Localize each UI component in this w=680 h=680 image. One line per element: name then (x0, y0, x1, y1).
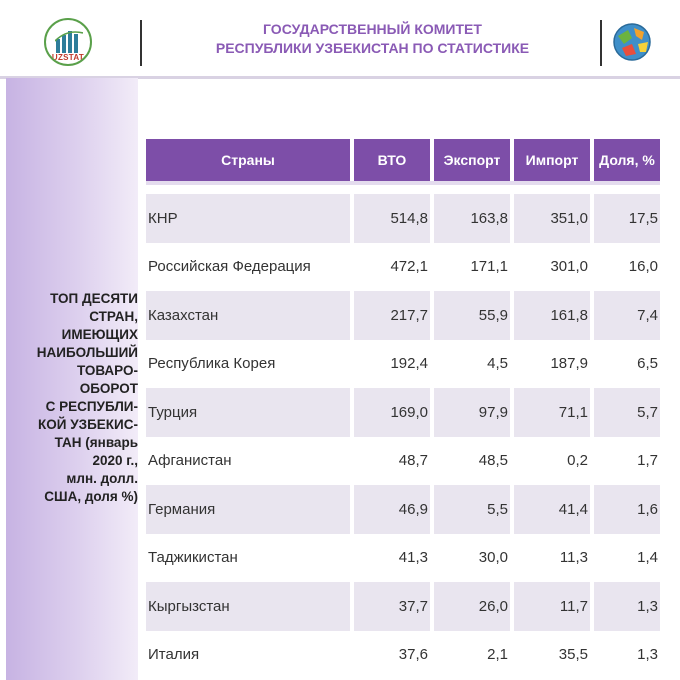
table-row (146, 388, 660, 437)
value-cell: 2,1 (487, 646, 508, 664)
caption-line: С РЕСПУБЛИ- (45, 399, 138, 414)
table-row (146, 631, 660, 680)
value-cell: 26,0 (434, 582, 510, 631)
value-cell: 0,2 (567, 452, 588, 470)
sidebar-caption (22, 290, 138, 506)
table-row (146, 243, 660, 292)
caption-line: КОЙ УЗБЕКИС- (38, 417, 138, 432)
header-divider-left (140, 20, 142, 66)
header-export: Экспорт (434, 139, 510, 181)
value-cell: 217,7 (354, 291, 430, 340)
value-cell: 472,1 (390, 258, 428, 276)
country-cell: Российская Федерация (148, 258, 311, 276)
value-cell: 16,0 (628, 258, 658, 276)
table-row (146, 485, 660, 534)
country-cell: Турция (146, 388, 350, 437)
value-cell: 187,9 (550, 355, 588, 373)
value-cell: 163,8 (434, 194, 510, 243)
value-cell: 41,4 (514, 485, 590, 534)
country-cell: Таджикистан (148, 549, 238, 567)
caption-line: ТАН (январь (54, 435, 138, 450)
value-cell: 55,9 (434, 291, 510, 340)
table-row (146, 340, 660, 389)
value-cell: 171,1 (470, 258, 508, 276)
value-cell: 11,7 (514, 582, 590, 631)
country-cell: Республика Корея (148, 355, 276, 373)
table-row (146, 582, 660, 631)
value-cell: 301,0 (550, 258, 588, 276)
value-cell: 1,7 (637, 452, 658, 470)
caption-line: млн. долл. (66, 471, 138, 486)
caption-line: ТОВАРО- (76, 363, 138, 378)
country-cell: КНР (146, 194, 350, 243)
value-cell: 11,3 (559, 549, 588, 567)
header-divider-right (600, 20, 602, 66)
caption-line: НАИБОЛЬШИЙ (36, 345, 138, 360)
value-cell: 4,5 (487, 355, 508, 373)
value-cell: 6,5 (637, 355, 658, 373)
value-cell: 1,4 (637, 549, 658, 567)
value-cell: 1,3 (637, 646, 658, 664)
header-vto: ВТО (354, 139, 430, 181)
value-cell: 46,9 (354, 485, 430, 534)
caption-line: СТРАН, (89, 309, 138, 324)
value-cell: 35,5 (558, 646, 588, 664)
table-row (146, 437, 660, 486)
value-cell: 17,5 (594, 194, 660, 243)
value-cell: 30,0 (478, 549, 508, 567)
uzstat-logo (44, 18, 92, 66)
country-cell: Италия (148, 646, 200, 664)
value-cell: 161,8 (514, 291, 590, 340)
value-cell: 97,9 (434, 388, 510, 437)
value-cell: 7,4 (594, 291, 660, 340)
value-cell: 37,7 (354, 582, 430, 631)
caption-line: США, доля %) (44, 489, 138, 504)
value-cell: 514,8 (354, 194, 430, 243)
value-cell: 351,0 (514, 194, 590, 243)
country-cell: Германия (146, 485, 350, 534)
country-cell: Казахстан (146, 291, 350, 340)
header-countries: Страны (146, 139, 350, 181)
value-cell: 48,5 (478, 452, 508, 470)
header-import: Импорт (514, 139, 590, 181)
value-cell: 48,7 (398, 452, 428, 470)
value-cell: 5,5 (434, 485, 510, 534)
header-share: Доля, % (594, 139, 660, 181)
country-cell: Кыргызстан (146, 582, 350, 631)
caption-line: ИМЕЮЩИХ (61, 327, 138, 342)
value-cell: 192,4 (390, 355, 428, 373)
value-cell: 1,3 (594, 582, 660, 631)
title-line-1: ГОСУДАРСТВЕННЫЙ КОМИТЕТ (263, 21, 482, 37)
page-header (0, 0, 680, 78)
logo-text: UZSTAT (51, 53, 85, 62)
caption-line: 2020 г., (92, 453, 138, 468)
table-row (146, 291, 660, 340)
table-row (146, 194, 660, 243)
value-cell: 71,1 (514, 388, 590, 437)
globe-icon (612, 22, 652, 62)
page-title (150, 20, 595, 58)
title-line-2: РЕСПУБЛИКИ УЗБЕКИСТАН ПО СТАТИСТИКЕ (215, 40, 530, 56)
table-row (146, 534, 660, 583)
caption-line: ОБОРОТ (79, 381, 138, 396)
value-cell: 169,0 (354, 388, 430, 437)
country-cell: Афганистан (148, 452, 232, 470)
header-shadow (146, 181, 660, 185)
bar-chart-icon (55, 29, 83, 53)
value-cell: 1,6 (594, 485, 660, 534)
value-cell: 37,6 (398, 646, 428, 664)
value-cell: 5,7 (594, 388, 660, 437)
value-cell: 41,3 (398, 549, 428, 567)
caption-line: ТОП ДЕСЯТИ (50, 291, 138, 306)
